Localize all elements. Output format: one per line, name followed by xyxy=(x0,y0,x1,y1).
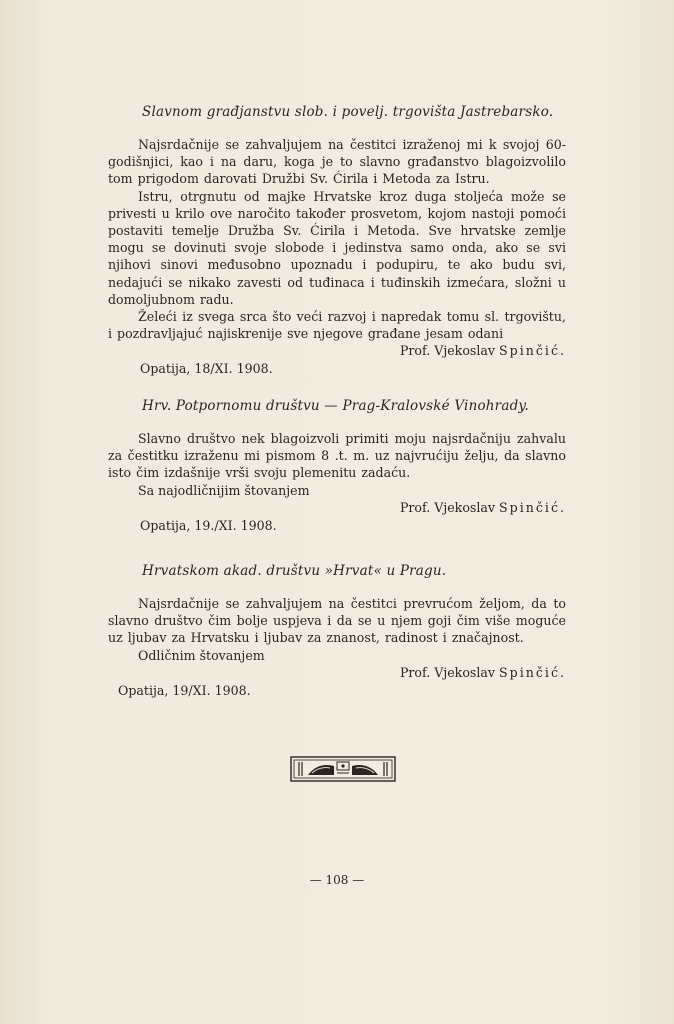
signature-name: Spinčić. xyxy=(499,343,566,359)
letter-heading: Hrv. Potpornomu društvu — Prag-Kralovské Vinohrady. xyxy=(142,398,529,414)
letter-paragraph: Najsrdačnije se zahvaljujem na čestitci izraženoj mi k svojoj 60-godišnjici, kao i na daru, koga je to slavno građanstvo blagoizvolilo tom prigodom darovati Družbi Sv. Ćirila i Metoda za Istru. xyxy=(108,137,566,187)
signature xyxy=(108,664,566,682)
place-date: Opatija, 19./XI. 1908. xyxy=(140,517,277,533)
place-date: Opatija, 19/XI. 1908. xyxy=(118,682,251,698)
letter-3 xyxy=(108,563,566,700)
letter-paragraph: Istru, otrgnutu od majke Hrvatske kroz duga stoljeća može se privesti u krilo ove naročito također prosvetom, kojom nastoji pomoći postaviti temelje Družba Sv. Ćirila i Metoda. Sve hrvatske zemlje mogu se dovinuti svoje slobode i jedinstva samo onda, ako se svi njihovi sinovi međusobno upoznadu i podupiru, te ako budu svi, nedajući se nikako zavesti od tuđinaca i tuđinskih izmećara, složni u domoljubnom radu. xyxy=(108,188,566,307)
signature-name: Spinčić. xyxy=(499,499,566,515)
signature xyxy=(108,342,566,360)
letter-paragraph: Slavno društvo nek blagoizvoli primiti moju najsrdačniju zahvalu za čestitku izraženu mi pismom 8 .t. m. uz najvrućiju želju, da slavno isto čim izdašnije vrši svoju plemenitu zadaću. xyxy=(108,431,566,481)
decorative-ornament-icon xyxy=(290,756,396,782)
closing-line: Odličnim štovanjem xyxy=(138,647,265,663)
signature xyxy=(108,499,566,517)
letter-heading: Slavnom građjanstvu slob. i povelj. trgovišta Jastrebarsko. xyxy=(142,104,554,120)
letter-paragraph: Najsrdačnije se zahvaljujem na čestitci prevrućom željom, da to slavno društvo čim bolje uspjeva i da se u njem goji čim više moguće uz ljubav za Hrvatsku i ljubav za znanost, radinost i značajnost. xyxy=(108,596,566,646)
signature-prefix: Prof. Vjekoslav xyxy=(399,343,496,359)
signature-name: Spinčić. xyxy=(499,664,566,680)
letter-heading: Hrvatskom akad. društvu »Hrvat« u Pragu. xyxy=(142,563,447,579)
letter-1 xyxy=(108,104,566,378)
signature-prefix: Prof. Vjekoslav xyxy=(399,664,496,680)
page-number: — 108 — xyxy=(309,873,365,887)
signature-prefix: Prof. Vjekoslav xyxy=(399,499,496,515)
place-date: Opatija, 18/XI. 1908. xyxy=(140,361,273,377)
closing-line: Sa najodličnijim štovanjem xyxy=(138,482,310,498)
letter-2 xyxy=(108,398,566,535)
letter-paragraph: Želeći iz svega srca što veći razvoj i napredak tomu sl. trgovištu, i pozdravljajuć najiskrenije sve njegove građane jesam odani xyxy=(108,309,566,342)
